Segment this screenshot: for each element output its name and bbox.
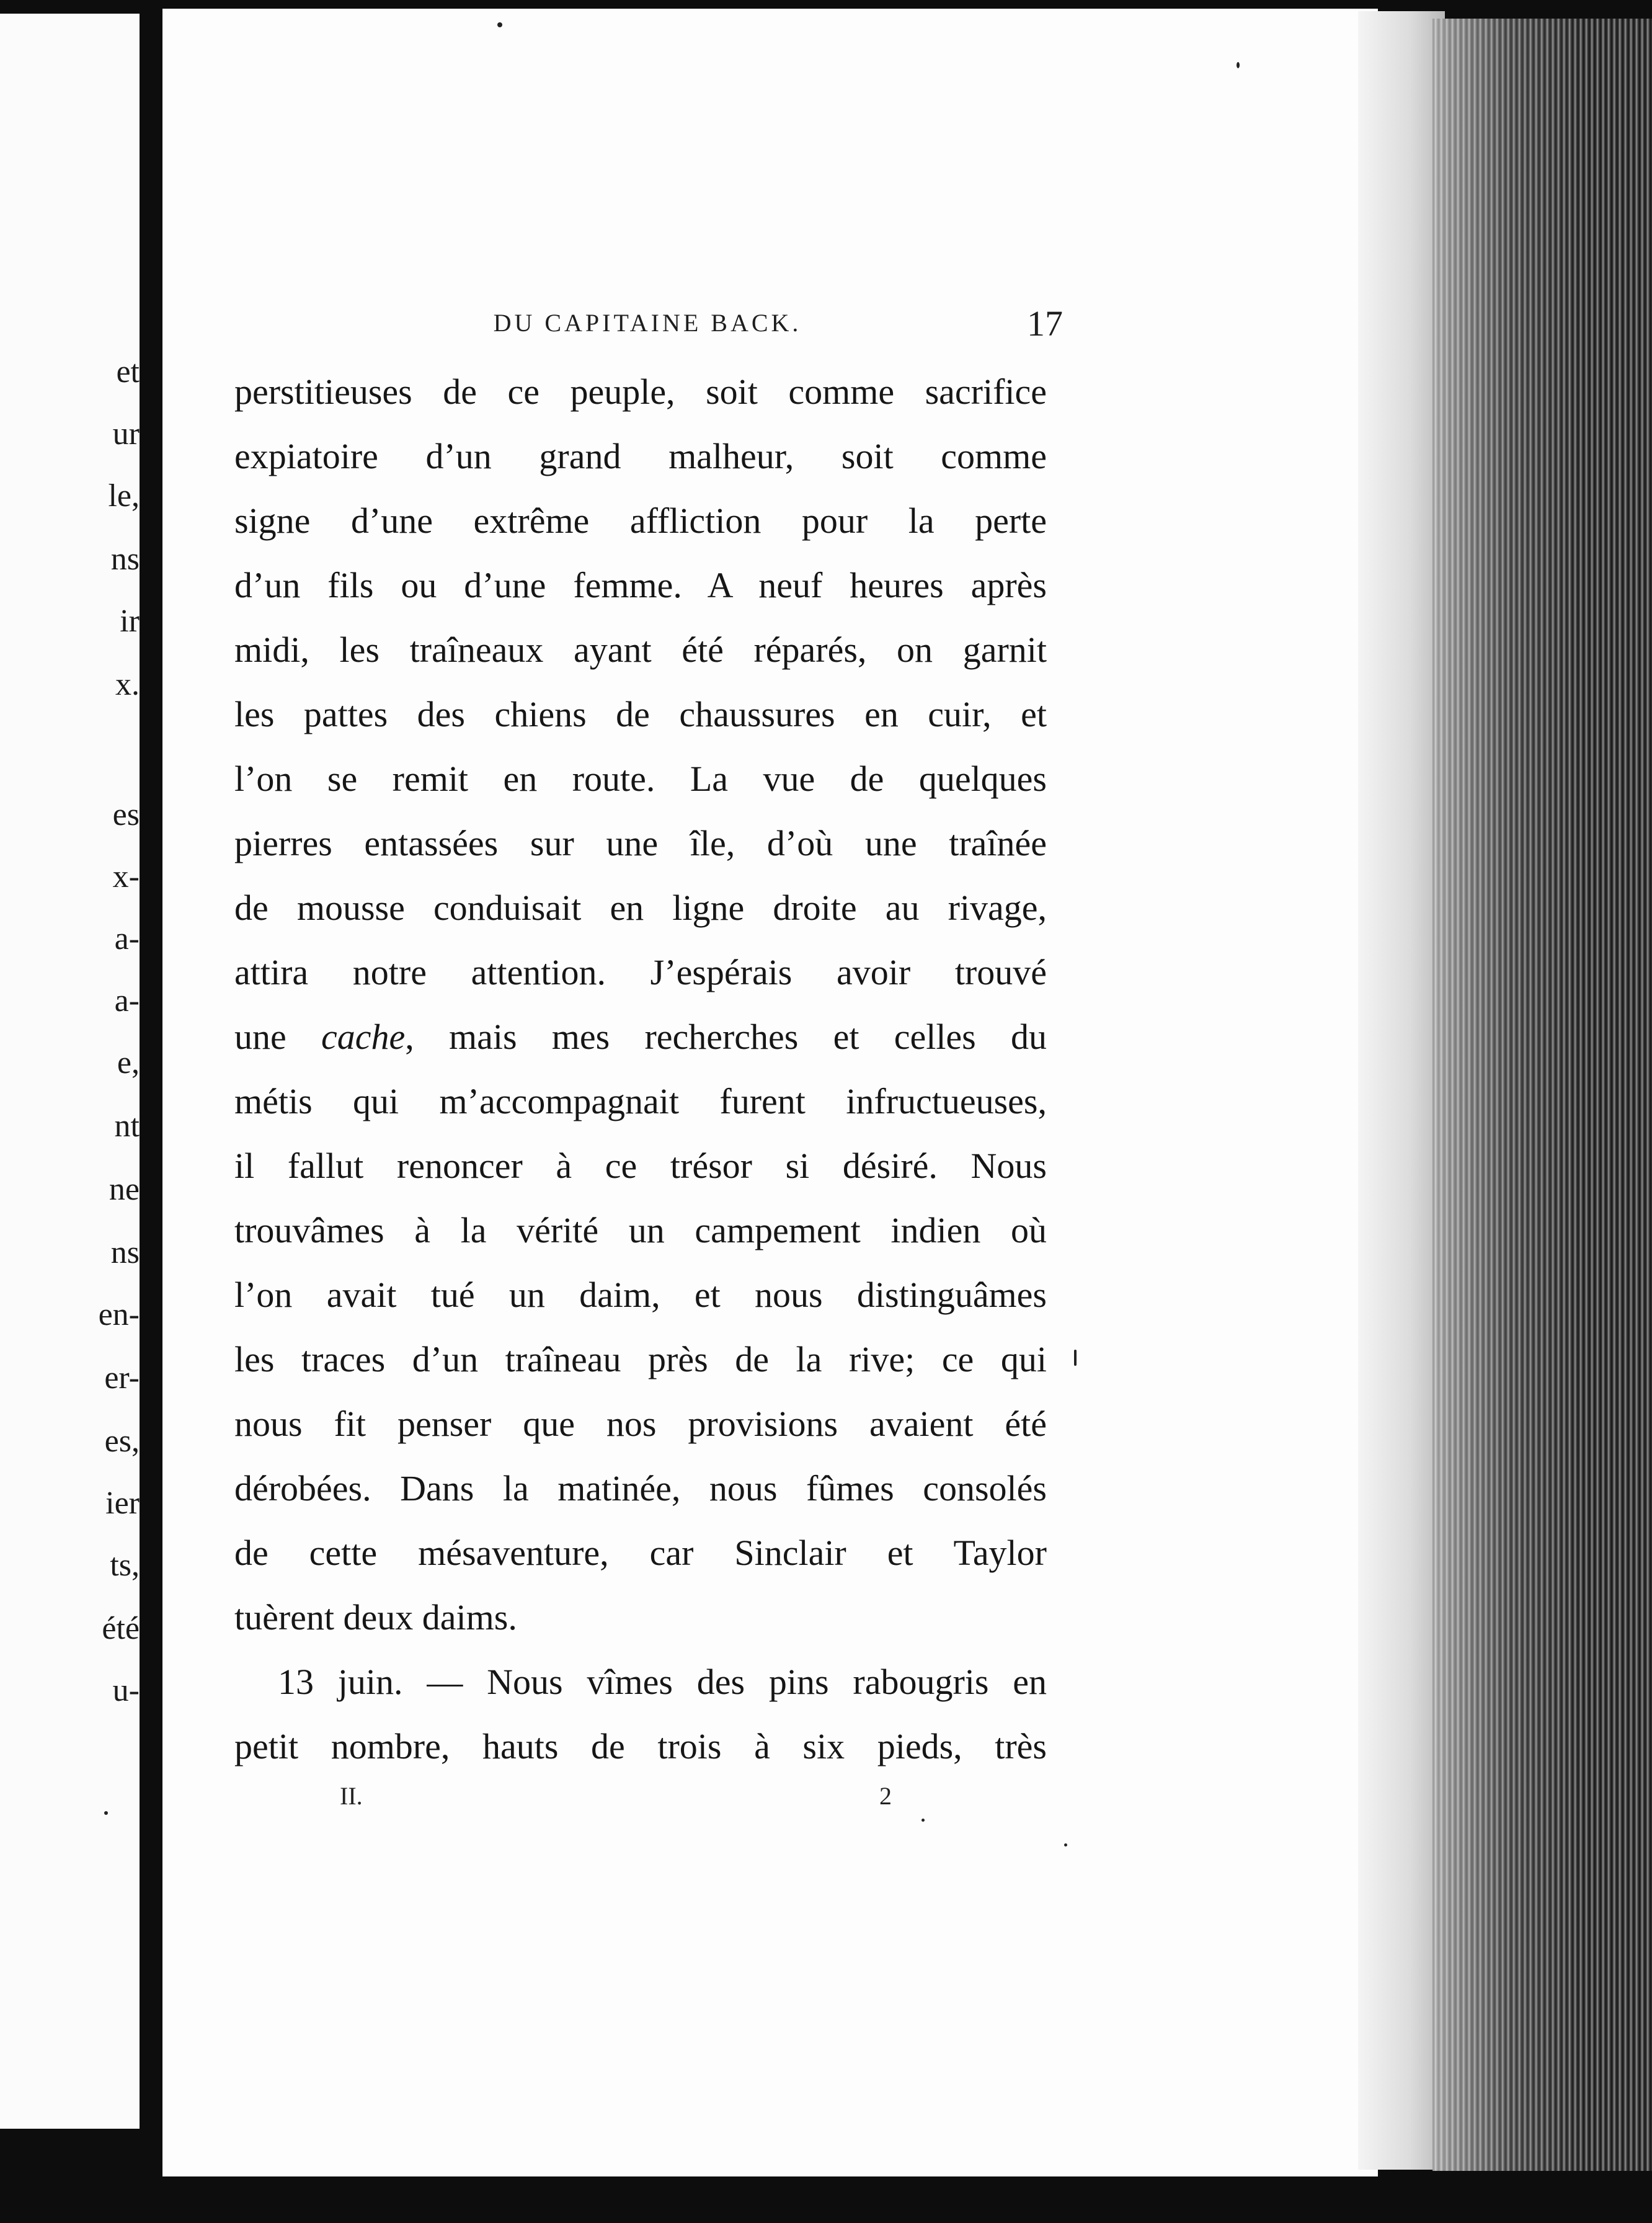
previous-page-line-fragment: a- [114, 983, 140, 1018]
text-line: tuèrent deux daims. [234, 1597, 517, 1637]
previous-page-line-fragment: es, [104, 1423, 140, 1459]
previous-page-line-fragment: et [116, 354, 140, 390]
previous-page-line-fragment: ur [112, 416, 140, 452]
text-line: de cette mésaventure, car Sinclair et Taylor [234, 1533, 1047, 1573]
text-line [234, 1005, 1047, 1069]
text-line: nous fit penser que nos provisions avaient été [234, 1404, 1047, 1444]
ink-speck [921, 1819, 925, 1822]
previous-page-line-fragment: a- [114, 921, 140, 956]
text-line: dérobées. Dans la matinée, nous fûmes consolés [234, 1468, 1047, 1508]
page-number: 17 [1027, 303, 1063, 344]
text-line: midi, les traîneaux ayant été réparés, on garnit [234, 630, 1047, 670]
previous-page-line-fragment: es [112, 797, 140, 832]
page-edge-shadow [1358, 11, 1445, 2170]
previous-page-line-fragment: x. [115, 667, 140, 702]
text-line: perstitieuses de ce peuple, soit comme sacrifice [234, 372, 1047, 412]
text-line: trouvâmes à la vérité un campement indien où [234, 1210, 1047, 1250]
fore-edge-highlight [1432, 19, 1652, 2171]
previous-page-line-fragment: er- [104, 1360, 140, 1396]
text-line: les pattes des chiens de chaussures en cuir, et [234, 694, 1047, 734]
signature-mark: II. [340, 1782, 363, 1810]
text-line-start: une [234, 1017, 321, 1057]
sheet-number: 2 [879, 1782, 892, 1810]
previous-page-line-fragment: e, [117, 1045, 140, 1080]
previous-page-line-fragment: ier [105, 1486, 140, 1521]
text-line: 13 juin. — Nous vîmes des pins rabougris en [278, 1662, 1047, 1702]
text-line: expiatoire d’un grand malheur, soit comme [234, 436, 1047, 476]
previous-page-line-fragment: ns [110, 541, 140, 577]
text-line: signe d’une extrême affliction pour la perte [234, 501, 1047, 541]
text-line: de mousse conduisait en ligne droite au rivage, [234, 888, 1047, 928]
previous-page-line-fragment: ir [120, 604, 140, 639]
text-line: il fallut renoncer à ce trésor si désiré. Nous [234, 1146, 1047, 1186]
text-line: petit nombre, hauts de trois à six pieds, très [234, 1726, 1047, 1766]
italic-word: cache [321, 1017, 406, 1057]
text-line: métis qui m’accompagnait furent infructueuses, [234, 1081, 1047, 1121]
ink-speck [104, 1811, 108, 1815]
text-line-end: , mais mes recherches et celles du [405, 1017, 1047, 1057]
text-line: les traces d’un traîneau près de la rive; ce qui [234, 1339, 1047, 1379]
running-head: DU CAPITAINE BACK. [493, 309, 802, 337]
text-line: l’on avait tué un daim, et nous distinguâmes [234, 1275, 1047, 1315]
previous-page-line-fragment: le, [108, 478, 140, 514]
previous-page-line-fragment: u- [112, 1673, 140, 1708]
previous-page-line-fragment: ns [110, 1235, 140, 1270]
previous-page-line-fragment: en- [98, 1297, 140, 1332]
previous-page-line-fragment: ts, [110, 1548, 140, 1583]
previous-page-line-fragment: x- [112, 859, 140, 894]
ink-speck [497, 22, 502, 27]
text-line: l’on se remit en route. La vue de quelques [234, 759, 1047, 799]
text-line: attira notre attention. J’espérais avoir trouvé [234, 952, 1047, 992]
previous-page-line-fragment: ne [109, 1172, 140, 1207]
previous-page-fragment [0, 14, 140, 2129]
previous-page-line-fragment: nt [114, 1108, 140, 1144]
text-line: pierres entassées sur une île, d’où une traînée [234, 823, 1047, 863]
ink-speck [1237, 62, 1240, 68]
previous-page-line-fragment: été [102, 1611, 140, 1646]
ink-speck [1074, 1350, 1077, 1366]
text-line: d’un fils ou d’une femme. A neuf heures après [234, 565, 1047, 605]
ink-speck [1064, 1843, 1067, 1847]
